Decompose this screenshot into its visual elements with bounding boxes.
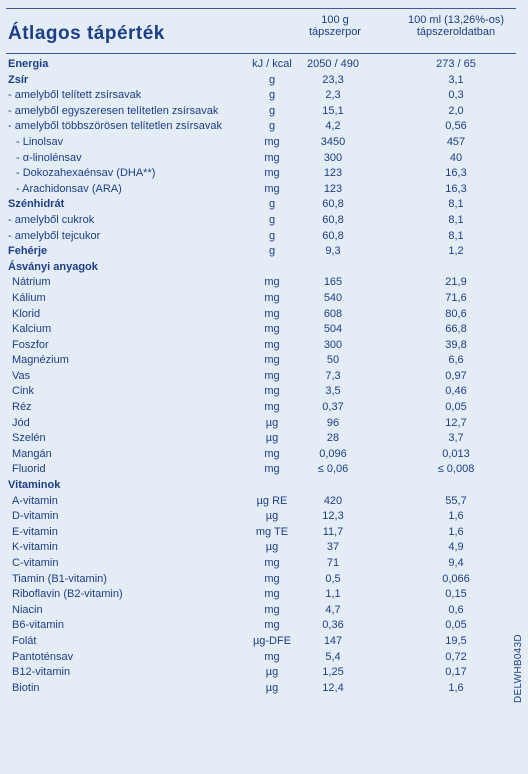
row-value-100g: 1,25 (322, 666, 344, 679)
table-row (6, 197, 516, 213)
row-value-100g: 15,1 (322, 104, 344, 117)
row-value-100ml: 66,8 (445, 323, 467, 336)
row-unit: mg (264, 369, 280, 382)
row-unit: mg (264, 603, 280, 616)
row-value-100ml: 0,3 (448, 89, 464, 102)
row-unit: g (268, 213, 276, 226)
row-unit: mg (264, 650, 280, 663)
row-name: Kálium (12, 291, 46, 304)
table-row (6, 260, 516, 276)
table-row (6, 572, 516, 588)
row-name: Fehérje (8, 245, 48, 258)
table-row (6, 369, 516, 385)
table-row (6, 307, 516, 323)
table-header (6, 8, 516, 54)
row-value-100g: 37 (326, 541, 340, 554)
table-row (6, 104, 516, 120)
table-row (6, 353, 516, 369)
row-unit: mg (264, 167, 280, 180)
row-value-100g: 608 (323, 307, 343, 320)
row-value-100g: 0,37 (322, 401, 344, 414)
row-name: - amelyből többszörösen telítetlen zsírsavak (8, 120, 222, 133)
row-value-100g: 0,5 (325, 572, 341, 585)
row-value-100ml: 0,72 (445, 650, 467, 663)
table-row (6, 540, 516, 556)
row-unit: µg (265, 510, 279, 523)
row-value-100g: 300 (323, 151, 343, 164)
row-name: Niacin (12, 603, 43, 616)
row-value-100g: 504 (323, 323, 343, 336)
row-name: Jód (12, 416, 30, 429)
row-name: - amelyből tejcukor (8, 229, 101, 242)
row-value-100ml: 8,1 (448, 198, 464, 211)
row-name: Magnézium (12, 354, 69, 367)
table-row (6, 213, 516, 229)
table-row (6, 634, 516, 650)
nutrition-table (6, 8, 516, 694)
table-row (6, 525, 516, 541)
row-name: Ásványi anyagok (8, 260, 98, 273)
page-title: Átlagos tápérték (8, 23, 165, 44)
row-value-100ml: 9,4 (448, 557, 464, 569)
row-value-100ml: 457 (446, 135, 466, 148)
row-value-100ml: 273 / 65 (436, 58, 476, 70)
row-unit: µg RE (256, 494, 288, 507)
table-row (6, 244, 516, 260)
row-value-100g: 3450 (320, 135, 346, 148)
row-value-100ml: 0,6 (448, 603, 464, 616)
table-row (6, 119, 516, 135)
row-value-100g: 12,4 (322, 681, 344, 694)
row-value-100g: 0,36 (322, 619, 344, 632)
row-value-100ml: 3,7 (448, 432, 464, 445)
row-value-100g: 28 (326, 432, 340, 445)
row-name: Cink (12, 385, 35, 398)
row-value-100ml: 6,6 (448, 354, 464, 367)
row-value-100ml: 55,7 (445, 494, 467, 507)
table-row (6, 135, 516, 151)
table-row (6, 275, 516, 291)
table-row (6, 603, 516, 619)
row-unit: µg-DFE (252, 634, 292, 647)
product-code: DELWHB043D (513, 634, 524, 703)
row-unit: mg (264, 401, 280, 414)
column-header-100ml-line2: tápszeroldatban (416, 26, 496, 38)
row-name: - Linolsav (16, 135, 64, 148)
row-value-100ml: 40 (449, 151, 463, 164)
row-unit: mg (264, 588, 280, 601)
row-value-100g: ≤ 0,06 (317, 463, 349, 476)
row-value-100ml: 71,6 (445, 291, 467, 304)
row-name: Foszfor (12, 338, 49, 351)
row-value-100ml: 8,1 (448, 213, 464, 226)
column-header-100g-line2: tápszerpor (309, 26, 361, 38)
row-value-100g: 50 (326, 354, 340, 367)
row-unit: mg (264, 291, 280, 304)
row-value-100g: 23,3 (322, 73, 344, 86)
table-row (6, 650, 516, 666)
row-name: - amelyből egyszeresen telítetlen zsírsavak (8, 104, 219, 117)
row-value-100g: 300 (323, 338, 343, 351)
row-name: Biotin (12, 681, 40, 694)
table-row (6, 166, 516, 182)
row-value-100g: 7,3 (325, 369, 341, 382)
row-unit: mg (264, 307, 280, 320)
row-value-100ml: 2,0 (448, 104, 464, 117)
row-value-100ml: 0,15 (445, 588, 467, 601)
row-name: Fluorid (12, 463, 46, 476)
row-value-100g: 60,8 (322, 198, 344, 211)
column-header-100g-line1: 100 g (321, 14, 349, 26)
table-row (6, 431, 516, 447)
row-unit: mg (264, 354, 280, 367)
row-unit: mg TE (255, 525, 289, 538)
row-name: Vitaminok (8, 479, 61, 492)
row-value-100ml: 1,6 (448, 510, 464, 523)
row-name: B6-vitamin (12, 619, 64, 632)
row-unit: mg (264, 572, 280, 585)
row-value-100ml: 0,46 (445, 385, 467, 398)
row-value-100g: 420 (323, 494, 343, 507)
row-value-100g: 2,3 (325, 89, 341, 102)
table-row (6, 151, 516, 167)
table-row (6, 88, 516, 104)
row-value-100ml: 0,97 (445, 369, 467, 382)
row-unit: mg (264, 151, 280, 164)
row-value-100ml: 0,066 (442, 572, 470, 585)
row-value-100g: 96 (326, 416, 340, 429)
row-name: - amelyből cukrok (8, 213, 95, 226)
row-name: Vas (12, 369, 31, 382)
row-unit: µg (265, 666, 279, 679)
row-value-100ml: 0,05 (445, 619, 467, 632)
row-name: C-vitamin (12, 557, 59, 569)
row-unit: g (268, 120, 276, 133)
row-unit: g (268, 198, 276, 211)
table-row (6, 509, 516, 525)
row-value-100ml: 1,2 (448, 245, 464, 258)
row-unit: g (268, 73, 276, 86)
row-name: Tiamin (B1-vitamin) (12, 572, 107, 585)
column-header-100ml-line1: 100 ml (13,26%-os) (408, 14, 504, 26)
row-unit: mg (264, 135, 280, 148)
row-name: Riboflavin (B2-vitamin) (12, 588, 123, 601)
row-value-100ml: 0,56 (445, 120, 467, 133)
row-value-100g: 60,8 (322, 229, 344, 242)
row-unit: mg (264, 463, 280, 476)
row-unit: mg (264, 385, 280, 398)
row-unit: g (268, 89, 276, 102)
table-row (6, 182, 516, 198)
row-name: Pantoténsav (12, 650, 74, 663)
row-value-100ml: 21,9 (445, 276, 467, 289)
row-value-100g: 9,3 (325, 245, 341, 258)
row-name: B12-vitamin (12, 666, 71, 679)
row-name: Energia (8, 58, 49, 70)
row-value-100ml: 1,6 (448, 525, 464, 538)
row-name: K-vitamin (12, 541, 58, 554)
row-name: Folát (12, 634, 37, 647)
row-unit: g (268, 245, 276, 258)
table-row (6, 322, 516, 338)
table-row (6, 494, 516, 510)
table-row (6, 229, 516, 245)
row-value-100ml: 80,6 (445, 307, 467, 320)
row-value-100ml: 16,3 (445, 182, 467, 195)
row-unit: kJ / kcal (252, 58, 292, 70)
row-value-100g: 5,4 (325, 650, 341, 663)
row-value-100ml: 0,013 (442, 447, 470, 460)
table-row (6, 478, 516, 494)
row-unit: g (268, 104, 276, 117)
row-unit: mg (264, 338, 280, 351)
row-unit: mg (264, 323, 280, 336)
row-name: D-vitamin (12, 510, 59, 523)
row-value-100ml: 3,1 (448, 73, 464, 86)
row-name: Szénhidrát (8, 198, 65, 211)
table-row (6, 338, 516, 354)
row-name: Szelén (12, 432, 46, 445)
row-name: Nátrium (12, 276, 51, 289)
table-row (6, 462, 516, 478)
row-value-100ml: 0,17 (445, 666, 467, 679)
row-value-100g: 165 (323, 276, 343, 289)
table-row (6, 665, 516, 681)
row-value-100g: 123 (323, 182, 343, 195)
table-row (6, 618, 516, 634)
row-value-100ml: 1,6 (448, 681, 464, 694)
table-row (6, 291, 516, 307)
row-unit: mg (264, 276, 280, 289)
row-name: Klorid (12, 307, 41, 320)
column-header-100g (300, 14, 370, 38)
row-name: Mangán (12, 447, 52, 460)
row-name: Réz (12, 401, 32, 414)
row-value-100ml: 0,05 (445, 401, 467, 414)
row-value-100ml: 4,9 (448, 541, 464, 554)
table-row (6, 416, 516, 432)
row-name: - α-linolénsav (16, 151, 82, 164)
table-row (6, 447, 516, 463)
table-row (6, 384, 516, 400)
row-name: E-vitamin (12, 525, 58, 538)
row-value-100g: 0,096 (319, 447, 347, 460)
row-value-100g: 71 (326, 557, 340, 569)
row-value-100g: 1,1 (325, 588, 341, 601)
row-name: Zsír (8, 73, 29, 86)
row-unit: mg (264, 557, 280, 569)
row-value-100g: 4,7 (325, 603, 341, 616)
row-name: - amelyből telített zsírsavak (8, 89, 142, 102)
table-row (6, 73, 516, 89)
table-body (6, 57, 516, 696)
row-unit: µg (265, 541, 279, 554)
row-name: - Dokozahexaénsav (DHA**) (16, 167, 156, 180)
table-row (6, 57, 516, 73)
column-header-100ml (401, 14, 511, 38)
row-value-100g: 147 (323, 634, 343, 647)
row-unit: µg (265, 681, 279, 694)
row-value-100g: 2050 / 490 (307, 58, 359, 70)
table-row (6, 400, 516, 416)
row-unit: mg (264, 619, 280, 632)
row-unit: µg (265, 432, 279, 445)
row-value-100ml: 19,5 (445, 634, 467, 647)
row-value-100g: 123 (323, 167, 343, 180)
row-value-100ml: 16,3 (445, 167, 467, 180)
row-value-100ml: 8,1 (448, 229, 464, 242)
row-value-100g: 11,7 (322, 525, 344, 538)
row-value-100ml: 12,7 (445, 416, 467, 429)
row-name: A-vitamin (12, 494, 58, 507)
table-row (6, 556, 516, 572)
row-unit: µg (265, 416, 279, 429)
row-value-100g: 4,2 (325, 120, 341, 133)
row-value-100ml: 39,8 (445, 338, 467, 351)
row-unit: mg (264, 182, 280, 195)
row-value-100g: 60,8 (322, 213, 344, 226)
row-value-100g: 3,5 (325, 385, 341, 398)
row-name: Kalcium (12, 323, 52, 336)
row-unit: mg (264, 447, 280, 460)
row-unit: g (268, 229, 276, 242)
row-name: - Arachidonsav (ARA) (16, 182, 122, 195)
table-row (6, 587, 516, 603)
row-value-100g: 12,3 (322, 510, 344, 523)
row-value-100g: 540 (323, 291, 343, 304)
table-row (6, 681, 516, 697)
row-value-100ml: ≤ 0,008 (437, 463, 475, 476)
